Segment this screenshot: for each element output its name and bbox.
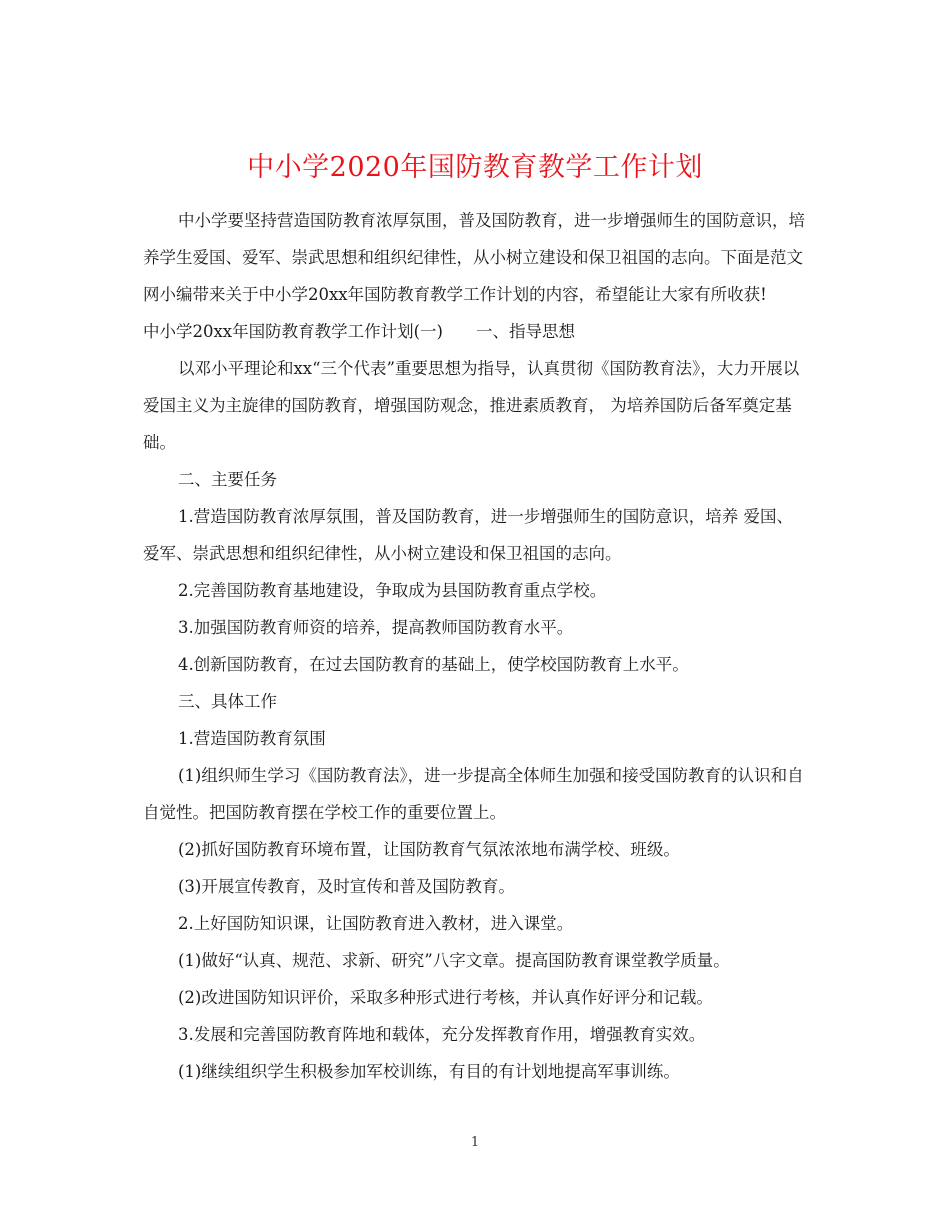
- task-item-1: 1.营造国防教育浓厚氛围，普及国防教育，进一步增强师生的国防意识，培养 爱国、爱军、崇武思想和组织纪律性，从小树立建设和保卫祖国的志向。: [143, 507, 793, 563]
- task-item-3: 3.加强国防教育师资的培养，提高教师国防教育水平。: [178, 618, 574, 637]
- work-item-1: 1.营造国防教育氛围: [178, 729, 326, 748]
- work-subitem-1-1: (1)组织师生学习《国防教育法》，进一步提高全体师生加强和接受国防教育的认识和自自觉性。把国防教育摆在学校工作的重要位置上。: [143, 766, 804, 822]
- section-heading-main-tasks: 二、主要任务: [178, 470, 277, 489]
- work-subitem-3-1: (1)继续组织学生积极参加军校训练，有目的有计划地提高军事训练。: [178, 1062, 680, 1081]
- plan-one-heading: 中小学20xx年国防教育教学工作计划(一) 一、指导思想: [143, 322, 575, 341]
- guiding-thought-paragraph: 以邓小平理论和xx“三个代表”重要思想为指导，认真贯彻《国防教育法》，大力开展以爱国主义为主旋律的国防教育，增强国防观念，推进素质教育， 为培养国防后备军奠定基础。: [143, 359, 800, 452]
- section-heading-specific-work: 三、具体工作: [178, 692, 277, 711]
- work-subitem-1-2: (2)抓好国防教育环境布置，让国防教育气氛浓浓地布满学校、班级。: [178, 840, 680, 859]
- work-subitem-2-1: (1)做好“认真、规范、求新、研究”八字文章。提高国防教育课堂教学质量。: [178, 951, 730, 970]
- task-item-2: 2.完善国防教育基地建设，争取成为县国防教育重点学校。: [178, 581, 607, 600]
- work-item-2: 2.上好国防知识课，让国防教育进入教材，进入课堂。: [178, 914, 574, 933]
- work-subitem-2-2: (2)改进国防知识评价，采取多种形式进行考核，并认真作好评分和记载。: [178, 988, 713, 1007]
- document-body: [143, 202, 807, 1090]
- document-title: 中小学2020年国防教育教学工作计划: [247, 152, 703, 184]
- intro-paragraph: 中小学要坚持营造国防教育浓厚氛围，普及国防教育，进一步增强师生的国防意识，培养学生爱国、爱军、崇武思想和组织纪律性，从小树立建设和保卫祖国的志向。下面是范文网小编带来关于中小学20xx年国防教育教学工作计划的内容，希望能让大家有所收获!: [143, 211, 805, 304]
- work-subitem-1-3: (3)开展宣传教育，及时宣传和普及国防教育。: [178, 877, 515, 896]
- work-item-3: 3.发展和完善国防教育阵地和载体，充分发挥教育作用，增强教育实效。: [178, 1025, 706, 1044]
- page-number: 1: [470, 1135, 480, 1150]
- task-item-4: 4.创新国防教育，在过去国防教育的基础上，使学校国防教育上水平。: [178, 655, 689, 674]
